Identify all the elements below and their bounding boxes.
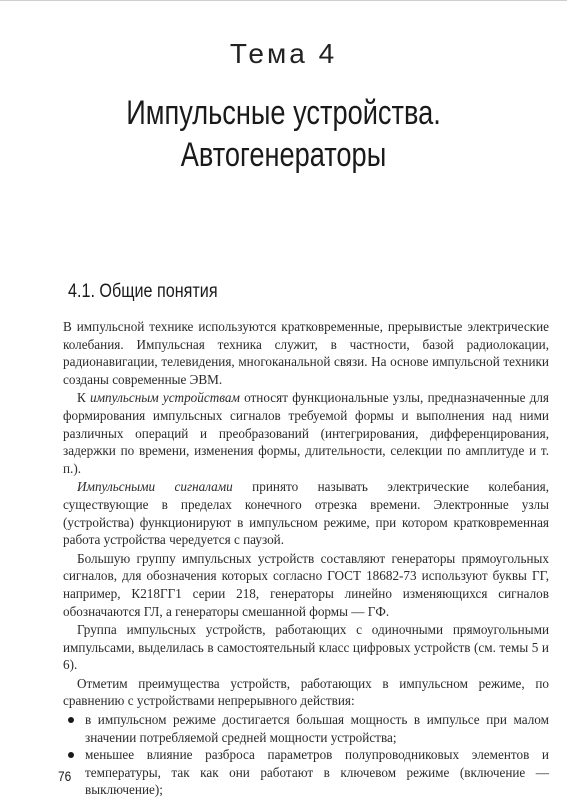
bullet-dot-icon	[68, 752, 74, 758]
list-item	[63, 711, 549, 746]
chapter-title-line-2: Автогенераторы	[180, 136, 387, 174]
list-item-text: меньшее влияние разброса параметров полупроводниковых элементов и температуры, так как они работают в ключевом режиме (включение — выключение);	[85, 747, 549, 798]
list-item	[63, 746, 549, 799]
chapter-title	[57, 92, 511, 176]
paragraph-4: Большую группу импульсных устройств составляют генераторы прямоугольных сигналов, для обозначения которых согласно ГОСТ 18682-73 используют буквы ГГ, например, К218ГГ1 серии 218, генераторы линейно изменяющихся сигналов обозначаются ГЛ, а генераторы смешанной формы — ГФ.	[63, 550, 549, 619]
advantages-list	[63, 711, 549, 799]
paragraph-3	[63, 478, 549, 548]
body-text	[63, 318, 549, 799]
list-item-text: в импульсном режиме достигается большая мощность в импульсе при малом значении потребляемой средней мощности устройства;	[85, 712, 549, 745]
term-impulse-devices: импульсным устройствам	[90, 390, 240, 406]
paragraph-3-rest: принято называть электрические колебания, существующие в пределах конечного отрезка времени. Электронные узлы (устройства) функционируют в импульсном режиме, при котором кратковременная работа устройства чередуется с паузой.	[63, 479, 549, 548]
theme-label: Тема 4	[229, 38, 338, 69]
paragraph-2-lead: К	[77, 390, 86, 406]
paragraph-2-rest: относят функциональные узлы, предназначенные для формирования импульсных сигналов требуемой формы и выполнения над ними различных операций и преобразований (интегрирования, дифференцирования, задержки по времени, изменения формы, длительности, селекции по амплитуде и т. п.).	[63, 390, 550, 476]
paragraph-1: В импульсной технике используются кратковременные, прерывистые электрические колебания. Импульсная техника служит, в частности, базой радиолокации, радионавигации, телевидения, многоканальной связи. На основе импульсной техники созданы современные ЭВМ.	[63, 319, 549, 387]
paragraph-5: Группа импульсных устройств, работающих с одиночными прямоугольными импульсами, выделилась в самостоятельный класс цифровых устройств (см. темы 5 и 6).	[63, 622, 549, 673]
top-rule	[0, 0, 567, 1]
term-impulse-signals: Импульсными сигналами	[77, 479, 233, 495]
chapter-title-line-1: Импульсные устройства.	[126, 94, 441, 132]
section-title: 4.1. Общие понятия	[68, 281, 218, 302]
paragraph-2	[63, 389, 549, 477]
page-number: 76	[58, 768, 72, 784]
bullet-dot-icon	[68, 717, 74, 723]
paragraph-6: Отметим преимущества устройств, работающих в импульсном режиме, по сравнению с устройствами непрерывного действия:	[63, 675, 549, 709]
